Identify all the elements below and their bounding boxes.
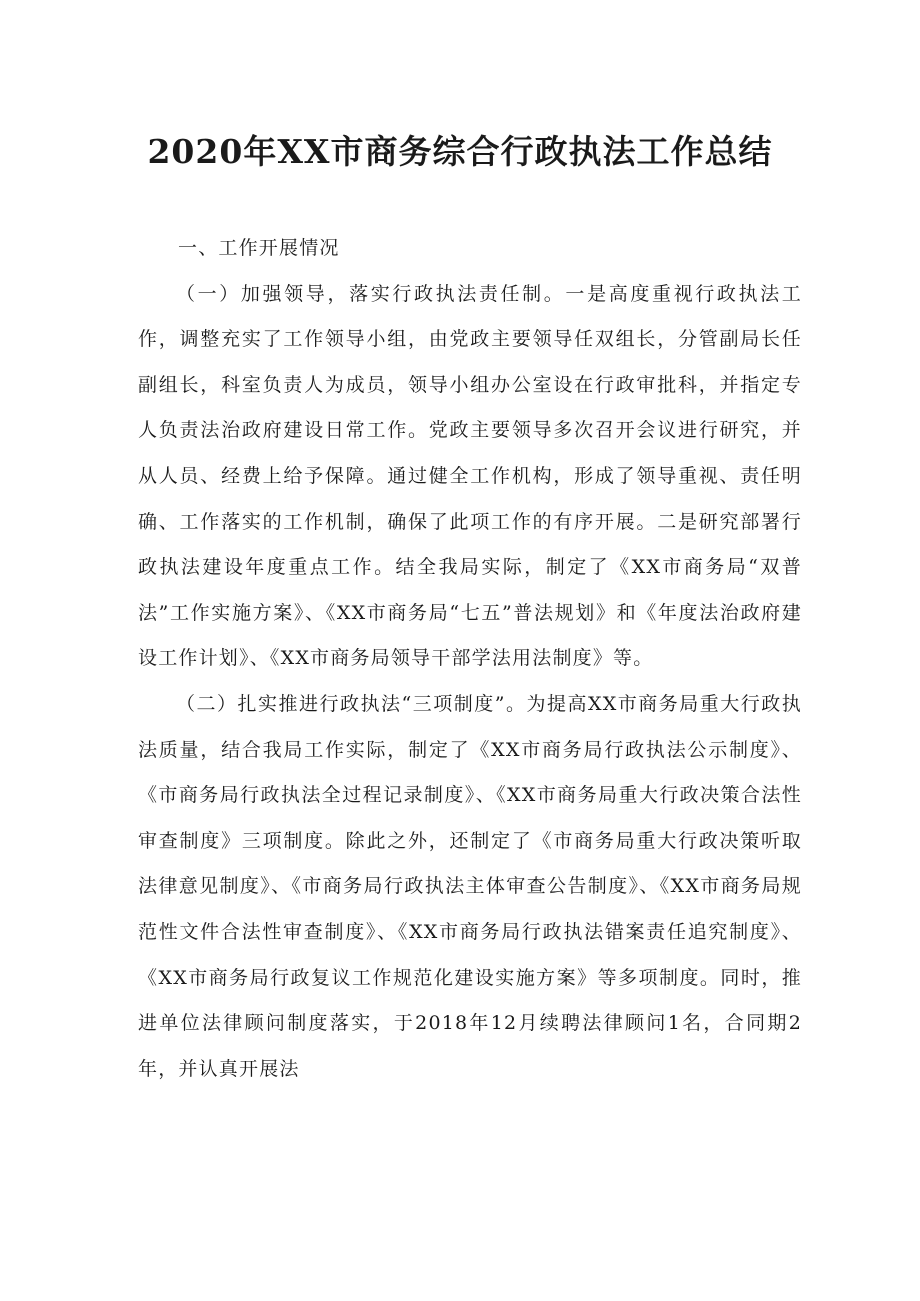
section-heading: 一、工作开展情况 [178, 237, 340, 259]
paragraph: （二）扎实推进行政执法“三项制度”。为提高XX市商务局重大行政执法质量，结合我局工作实际，制定了《XX市商务局行政执法公示制度》、《市商务局行政执法全过程记录制度》、《XX市商务局重大行政决策合法性审查制度》三项制度。除此之外，还制定了《市商务局重大行政决策听取法律意见制度》、《市商务局行政执法主体审查公告制度》、《XX市商务局规范性文件合法性审查制度》、《XX市商务局行政执法错案责任追究制度》、《XX市商务局行政复议工作规范化建设实施方案》等多项制度。同时，推进单位法律顾问制度落实，于2018年12月续聘法律顾问1名，合同期2年，并认真开展法 [138, 692, 802, 1080]
document-body [138, 226, 802, 1092]
paragraph: （一）加强领导，落实行政执法责任制。一是高度重视行政执法工作，调整充实了工作领导小组，由党政主要领导任双组长，分管副局长任副组长，科室负责人为成员，领导小组办公室设在行政审批科，并指定专人负责法治政府建设日常工作。党政主要领导多次召开会议进行研究，并从人员、经费上给予保障。通过健全工作机构，形成了领导重视、责任明确、工作落实的工作机制，确保了此项工作的有序开展。二是研究部署行政执法建设年度重点工作。结全我局实际，制定了《XX市商务局“双普法”工作实施方案》、《XX市商务局“七五”普法规划》和《年度法治政府建设工作计划》、《XX市商务局领导干部学法用法制度》等。 [138, 282, 802, 670]
document-title: 2020年XX市商务综合行政执法工作总结 [147, 132, 773, 171]
